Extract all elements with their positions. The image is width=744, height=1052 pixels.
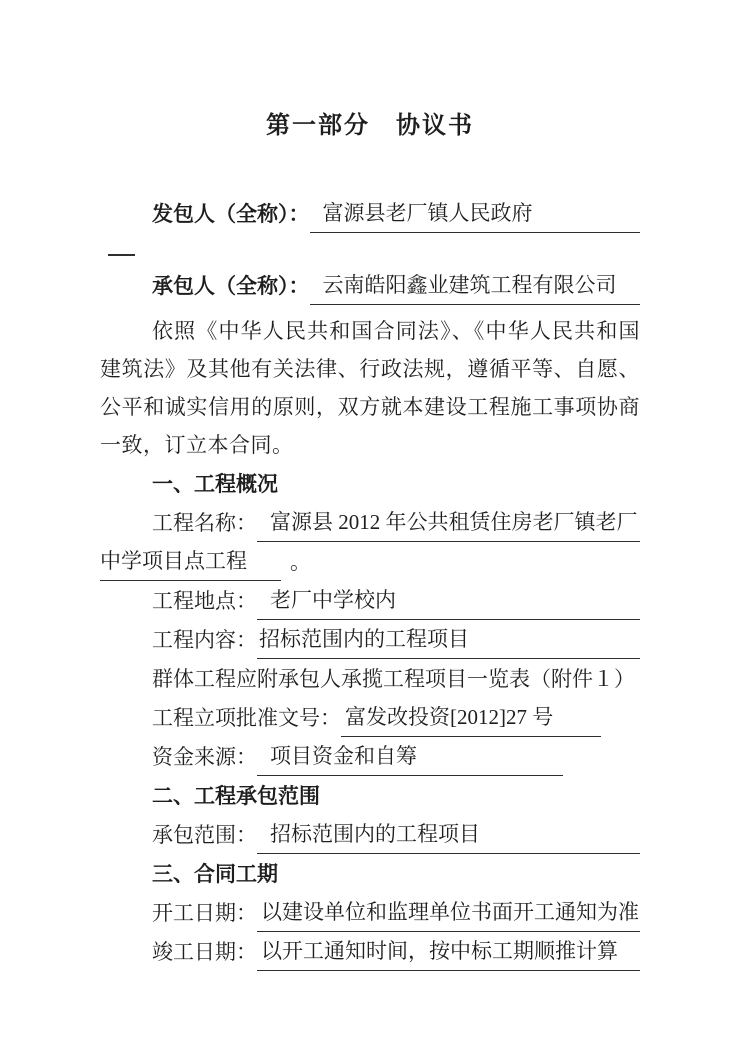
start-date-value: 以建设单位和监理单位书面开工通知为准 [257, 894, 640, 932]
completion-date-label: 竣工日期： [152, 940, 257, 964]
section1-heading-text: 一、工程概况 [152, 472, 278, 496]
section3-heading-text: 三、合同工期 [152, 862, 278, 886]
group-project-note: 群体工程应附承包人承揽工程项目一览表（附件１） [152, 667, 635, 691]
section2-heading-text: 二、工程承包范围 [152, 784, 320, 808]
location-row [100, 581, 640, 620]
location-label: 工程地点： [152, 589, 257, 613]
approval-number-value: 富发改投资[2012]27 号 [341, 699, 601, 737]
stray-mark-row [100, 242, 640, 256]
employer-value: 富源县老厂镇人民政府 [310, 195, 641, 233]
contractor-row [100, 266, 640, 305]
section2-heading [100, 776, 640, 815]
employer-label: 发包人（全称）： [152, 202, 310, 226]
approval-number-row [100, 698, 640, 737]
preamble-paragraph: 依照《中华人民共和国合同法》、《中华人民共和国建筑法》及其他有关法律、行政法规，遵循平等、自愿、公平和诚实信用的原则，双方就本建设工程施工事项协商一致，订立本合同。 [100, 319, 640, 457]
project-name-suffix: 。 [290, 550, 311, 574]
stray-underline-mark [108, 242, 135, 256]
scope-label: 承包范围： [152, 823, 257, 847]
group-project-note-row [100, 659, 640, 698]
project-name-value-line2: 中学项目点工程 [100, 543, 281, 581]
document-title: 第一部分 协议书 [266, 113, 474, 139]
project-name-value-line1: 富源县 2012 年公共租赁住房老厂镇老厂 [257, 504, 640, 542]
document-content [100, 0, 640, 971]
start-date-label: 开工日期： [152, 901, 257, 925]
completion-date-row [100, 932, 640, 971]
start-date-row [100, 893, 640, 932]
contractor-label: 承包人（全称）： [152, 274, 310, 298]
completion-date-value: 以开工通知时间，按中标工期顺推计算 [257, 933, 640, 971]
approval-number-label: 工程立项批准文号： [152, 706, 341, 730]
content-label: 工程内容： [152, 628, 257, 652]
section3-heading [100, 854, 640, 893]
funding-source-value: 项目资金和自筹 [257, 738, 563, 776]
funding-source-label: 资金来源： [152, 745, 257, 769]
project-name-label: 工程名称： [152, 511, 257, 535]
location-value: 老厂中学校内 [257, 582, 640, 620]
funding-source-row [100, 737, 640, 776]
content-value: 招标范围内的工程项目 [257, 621, 640, 659]
content-row [100, 620, 640, 659]
contractor-value: 云南皓阳鑫业建筑工程有限公司 [310, 267, 641, 305]
section1-heading [100, 464, 640, 503]
project-name-row-2 [100, 542, 640, 581]
employer-row [100, 194, 640, 233]
project-name-row-1 [100, 503, 640, 542]
scope-row [100, 815, 640, 854]
scope-value: 招标范围内的工程项目 [257, 816, 640, 854]
